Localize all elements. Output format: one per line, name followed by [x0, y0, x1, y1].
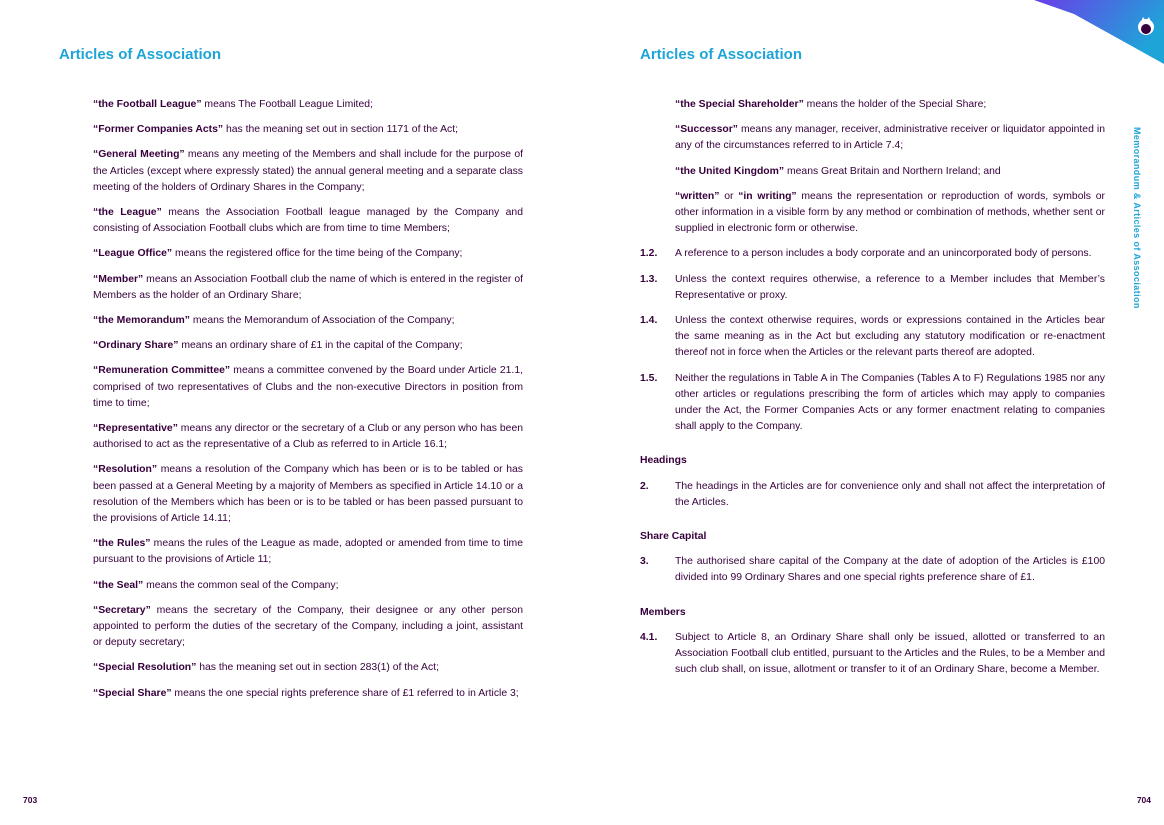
- corner-decoration: [1014, 0, 1164, 70]
- definition: “written” or “in writing” means the representation or reproduction of words, symbols or other information in a visible form by any method or combination of methods, whether sent or supplied in electronic form or otherwise.: [675, 190, 1105, 235]
- section-heading: Members: [640, 606, 686, 618]
- definition: “the League” means the Association Football league managed by the Company and consisting of Association Football clubs which are from time to time Members;: [93, 207, 523, 235]
- definition: “the Rules” means the rules of the League as made, adopted or amended from time to time pursuant to the provisions of Article 11;: [93, 538, 523, 566]
- definition: “General Meeting” means any meeting of the Members and shall include for the purpose of the Articles (except where expressly stated) the annual general meeting and a separate class meeting of the holders of Ordinary Shares in the Company;: [93, 149, 523, 193]
- clause: 1.3. Unless the context requires otherwise, a reference to a Member includes that Member’s Representative or proxy.: [640, 273, 1105, 301]
- left-page-title: Articles of Association: [59, 46, 221, 63]
- definition: “Remuneration Committee” means a committee convened by the Board under Article 21.1, comprised of two representatives of Clubs and the non-executive Directors in position from time to time;: [93, 365, 523, 409]
- left-definitions: [93, 97, 523, 711]
- right-content: [640, 97, 1105, 687]
- clause: 2. The headings in the Articles are for convenience only and shall not affect the interpretation of the Articles.: [640, 480, 1105, 508]
- definition: “the Football League” means The Football League Limited;: [93, 99, 373, 110]
- definition: “Resolution” means a resolution of the Company which has been or is to be tabled or has been passed at a General Meeting by a majority of Members as specified in Article 14.10 or a resolution of the Members which has been or is to be tabled or has been passed pursuant to the provisions of Article 14.11;: [93, 464, 523, 525]
- definition: “Former Companies Acts” has the meaning set out in section 1171 of the Act;: [93, 124, 459, 136]
- definition: “Ordinary Share” means an ordinary share of £1 in the capital of the Company;: [93, 340, 463, 352]
- page-number-left: 703: [23, 795, 38, 805]
- right-page-title: Articles of Association: [640, 46, 802, 63]
- definition: “the United Kingdom” means Great Britain and Northern Ireland; and: [675, 165, 1001, 177]
- page-number-right: 704: [1136, 795, 1151, 805]
- clause: 1.2. A reference to a person includes a body corporate and an unincorporated body of persons.: [640, 248, 1092, 260]
- definition: “Member” means an Association Football club the name of which is entered in the register of Members as the holder of an Ordinary Share;: [93, 273, 523, 301]
- definition: “the Seal” means the common seal of the Company;: [93, 579, 339, 591]
- definition: “the Memorandum” means the Memorandum of Association of the Company;: [93, 315, 455, 327]
- definition: “the Special Shareholder” means the holder of the Special Share;: [675, 99, 987, 110]
- definition: “Representative” means any director or the secretary of a Club or any person who has been authorised to act as the representative of a Club as referred to in Article 16.1;: [93, 423, 523, 451]
- definition: “League Office” means the registered office for the time being of the Company;: [93, 248, 463, 260]
- right-page: [582, 0, 1164, 825]
- definition: “Special Resolution” has the meaning set out in section 283(1) of the Act;: [93, 662, 439, 674]
- section-heading: Headings: [640, 455, 687, 467]
- definition: “Special Share” means the one special rights preference share of £1 referred to in Article 3;: [93, 687, 519, 699]
- clause: 3. The authorised share capital of the Company at the date of adoption of the Articles is £100 divided into 99 Ordinary Shares and one special rights preference share of £1.: [640, 556, 1105, 584]
- section-heading: Share Capital: [640, 531, 707, 543]
- clause: 1.5. Neither the regulations in Table A in The Companies (Tables A to F) Regulations 1985 nor any other articles or regulations prescribing the form of articles which may apply to companies under the Act, the Former Companies Acts or any former enactment relating to companies shall apply to the Company.: [640, 372, 1105, 433]
- clause: 1.4. Unless the context otherwise requires, words or expressions contained in the Articles bear the same meaning as in the Act but excluding any statutory modification or re-enactment thereof not in force when the Articles or the relevant parts thereof are adopted.: [640, 315, 1105, 359]
- definition: “Successor” means any manager, receiver, administrative receiver or liquidator appointed in any of the circumstances referred to in Article 7.4;: [675, 124, 1105, 152]
- clause: 4.1. Subject to Article 8, an Ordinary Share shall only be issued, allotted or transferred to an Association Football club entitled, pursuant to the Articles and the Rules, to be a Member and such club shall, on issue, allotment or transfer to it of an Ordinary Share, become a Member.: [640, 631, 1105, 676]
- definition: “Secretary” means the secretary of the Company, their designee or any other person appointed to perform the duties of the secretary of the Company, including a joint, assistant or deputy secretary;: [93, 604, 523, 649]
- side-label: Memorandum & Articles of Association: [1132, 127, 1142, 309]
